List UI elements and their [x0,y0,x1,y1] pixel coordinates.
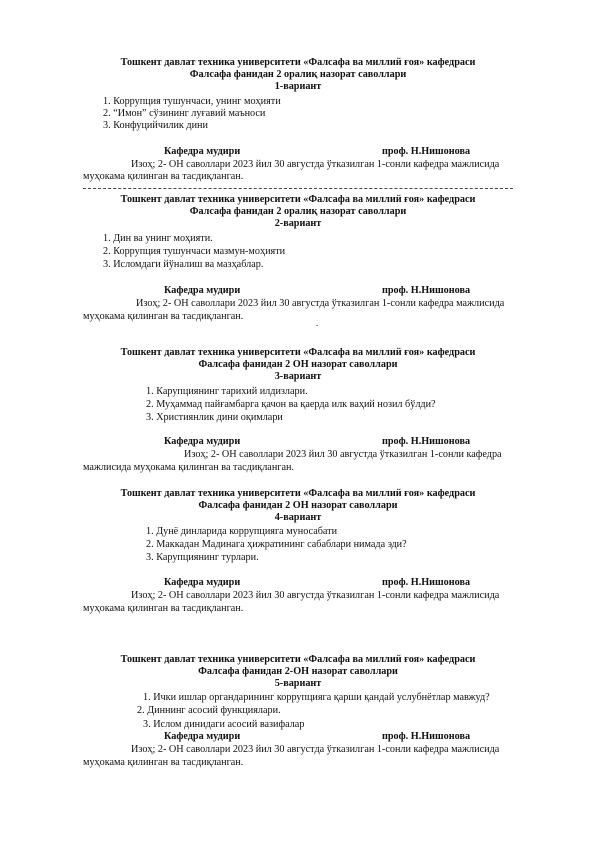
head-name: проф. Н.Нишонова [382,285,471,296]
head-label: Кафедра мудири [164,577,241,588]
subject-header: Фалсафа фанидан 2 ОН назорат саволлари [198,500,398,511]
question-2: 2. Диннинг асосий функциялари. [137,705,281,716]
dashed-separator [83,188,513,189]
variant-title: 2-вариант [274,218,322,229]
question-2: 2. Муҳаммад пайғамбарга қачон ва қаерда илк ваҳий нозил бўлди? [146,399,436,410]
note-line-1: Изоҳ; 2- ОН саволлари 2023 йил 30 августда ўтказилган 1-сонли кафедра мажлисида [131,744,500,755]
note-line-2: муҳокама қилинган ва тасдиқланган. [83,311,244,322]
note-line-1: Изоҳ; 2- ОН саволлари 2023 йил 30 августда ўтказилган 1-сонли кафедра мажлисида [131,159,500,170]
subject-header: Фалсафа фанидан 2 оралиқ назорат саволлари [189,69,407,80]
question-2: 2. Маккадан Мадинага ҳижратининг сабаблари нимада эди? [146,539,407,550]
question-2: 2. “Имон” сўзининг луғавий маъноси [103,108,266,119]
university-header: Тошкент давлат техника университети «Фалсафа ва миллий ғоя» кафедраси [120,488,476,499]
head-label: Кафедра мудири [164,285,241,296]
variant-title: 4-вариант [274,512,322,523]
question-1: 1. Дунё динларида коррупцияга муносабати [146,526,338,537]
subject-header: Фалсафа фанидан 2-ОН назорат саволлари [198,666,398,677]
question-1: 1. Ички ишлар органдарининг коррупцияга қарши қандай услубнётлар мавжуд? [143,692,490,703]
question-3: 3. Конфуцийчилик дини [103,120,208,131]
head-name: проф. Н.Нишонова [382,436,471,447]
note-line-1: Изоҳ; 2- ОН саволлари 2023 йил 30 августда ўтказилган 1-сонли кафедра мажлисида [136,298,505,309]
question-1: 1. Дин ва унинг моҳияти. [103,233,213,244]
university-header: Тошкент давлат техника университети «Фалсафа ва миллий ғоя» кафедраси [120,347,476,358]
university-header: Тошкент давлат техника университети «Фалсафа ва миллий ғоя» кафедраси [120,654,476,665]
stray-period: . [316,318,319,328]
head-name: проф. Н.Нишонова [382,731,471,742]
variant-title: 1-вариант [274,81,322,92]
note-line-2: мажлисида муҳокама қилинган ва тасдиқланган. [83,462,294,473]
university-header: Тошкент давлат техника университети «Фалсафа ва миллий ғоя» кафедраси [120,57,476,68]
question-3: 3. Християнлик дини оқимлари [146,412,283,423]
question-3: 3. Ислом динидаги асосий вазифалар [143,719,305,730]
head-name: проф. Н.Нишонова [382,146,471,157]
question-3: 3. Исломдаги йўналиш ва мазҳаблар. [103,259,264,270]
note-line-1: Изоҳ; 2- ОН саволлари 2023 йил 30 августда ўтказилган 1-сонли кафедра мажлисида [131,590,500,601]
question-2: 2. Коррупция тушунчаси мазмун-моҳияти [103,246,286,257]
question-1: 1. Карупциянинг тарихий илдизлари. [146,386,308,397]
question-3: 3. Карупциянинг турлари. [146,552,259,563]
head-label: Кафедра мудири [164,436,241,447]
head-name: проф. Н.Нишонова [382,577,471,588]
note-line-2: муҳокама қилинган ва тасдиқланган. [83,757,244,768]
note-line-1: Изоҳ; 2- ОН саволлари 2023 йил 30 августда ўтказилган 1-сонли кафедра [184,449,502,460]
head-label: Кафедра мудири [164,731,241,742]
variant-title: 5-вариант [274,678,322,689]
subject-header: Фалсафа фанидан 2 ОН назорат саволлари [198,359,398,370]
head-label: Кафедра мудири [164,146,241,157]
note-line-2: муҳокама қилинган ва тасдиқланган. [83,603,244,614]
variant-title: 3-вариант [274,371,322,382]
note-line-2: муҳокама қилинган ва тасдиқланган. [83,171,244,182]
question-1: 1. Коррупция тушунчаси, унинг моҳияти [103,96,281,107]
university-header: Тошкент давлат техника университети «Фалсафа ва миллий ғоя» кафедраси [120,194,476,205]
subject-header: Фалсафа фанидан 2 оралиқ назорат саволлари [189,206,407,217]
